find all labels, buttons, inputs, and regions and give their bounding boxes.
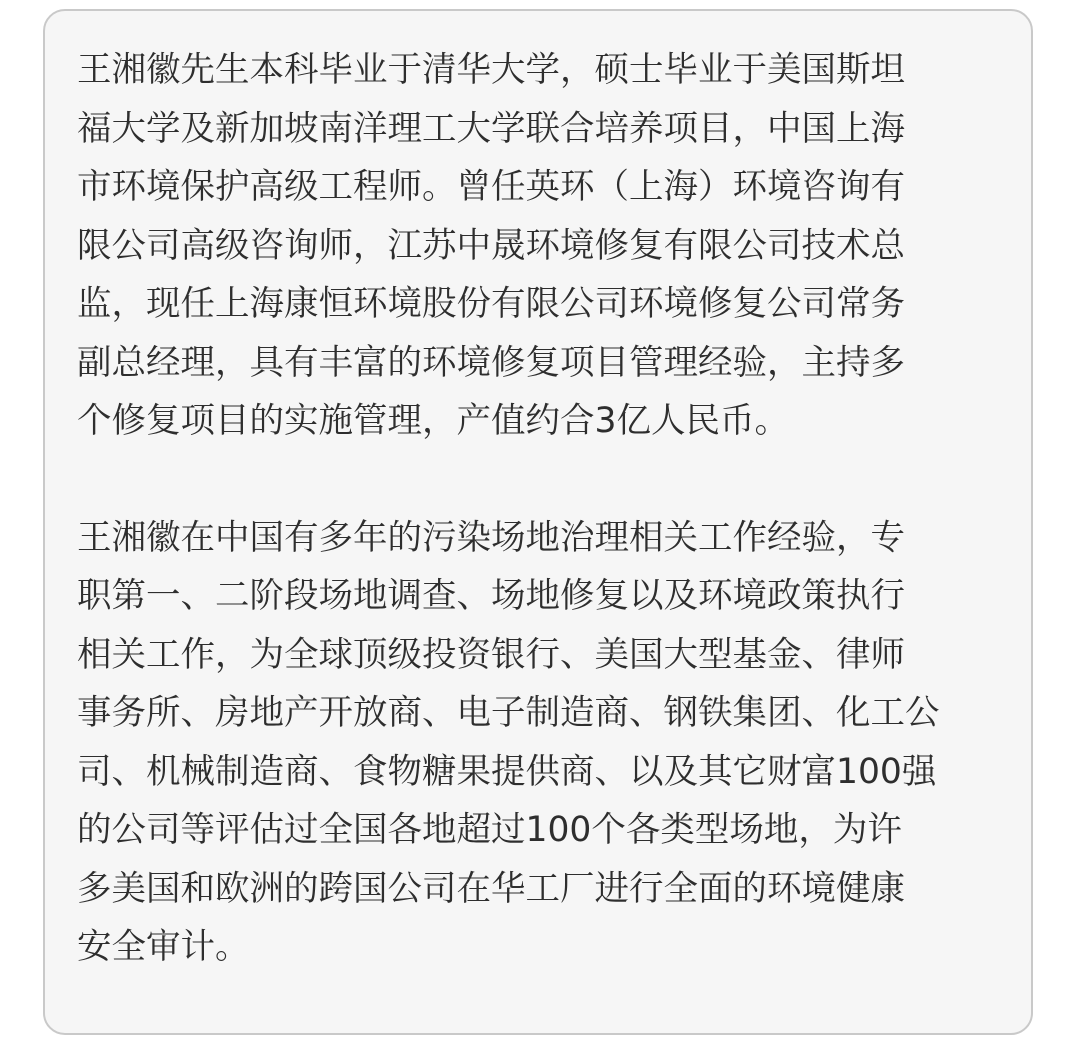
- text-line: 个修复项目的实施管理，产值约合3亿人民币。: [77, 401, 789, 441]
- text-line: 限公司高级咨询师，江苏中晟环境修复有限公司技术总: [77, 225, 905, 266]
- text-line: 市环境保护高级工程师。曾任英环（上海）环境咨询有: [77, 167, 905, 207]
- text-line: 福大学及新加坡南洋理工大学联合培养项目，中国上海: [77, 108, 905, 149]
- text-line: 的公司等评估过全国各地超过100个各类型场地，为许: [77, 810, 902, 850]
- bottom-edge: [0, 1046, 1080, 1054]
- text-line: 相关工作，为全球顶级投资银行、美国大型基金、律师: [77, 634, 905, 675]
- bio-paragraph-2: [77, 509, 1011, 977]
- text-line: 事务所、房地产开放商、电子制造商、钢铁集团、化工公: [77, 693, 940, 733]
- bio-paragraph-1: [77, 41, 1011, 451]
- text-line: 王湘徽在中国有多年的污染场地治理相关工作经验，专: [77, 517, 905, 558]
- text-line: 司、机械制造商、食物糖果提供商、以及其它财富100强: [77, 751, 937, 792]
- paragraph-spacer: [77, 451, 1011, 509]
- text-line: 安全审计。: [77, 927, 250, 967]
- text-line: 副总经理，具有丰富的环境修复项目管理经验，主持多: [77, 342, 905, 383]
- text-line: 多美国和欧洲的跨国公司在华工厂进行全面的环境健康: [77, 868, 905, 909]
- text-line: 王湘徽先生本科毕业于清华大学，硕士毕业于美国斯坦: [77, 50, 905, 90]
- text-line: 监，现任上海康恒环境股份有限公司环境修复公司常务: [77, 284, 905, 324]
- bio-card: [43, 9, 1033, 1035]
- text-line: 职第一、二阶段场地调查、场地修复以及环境政策执行: [77, 576, 905, 616]
